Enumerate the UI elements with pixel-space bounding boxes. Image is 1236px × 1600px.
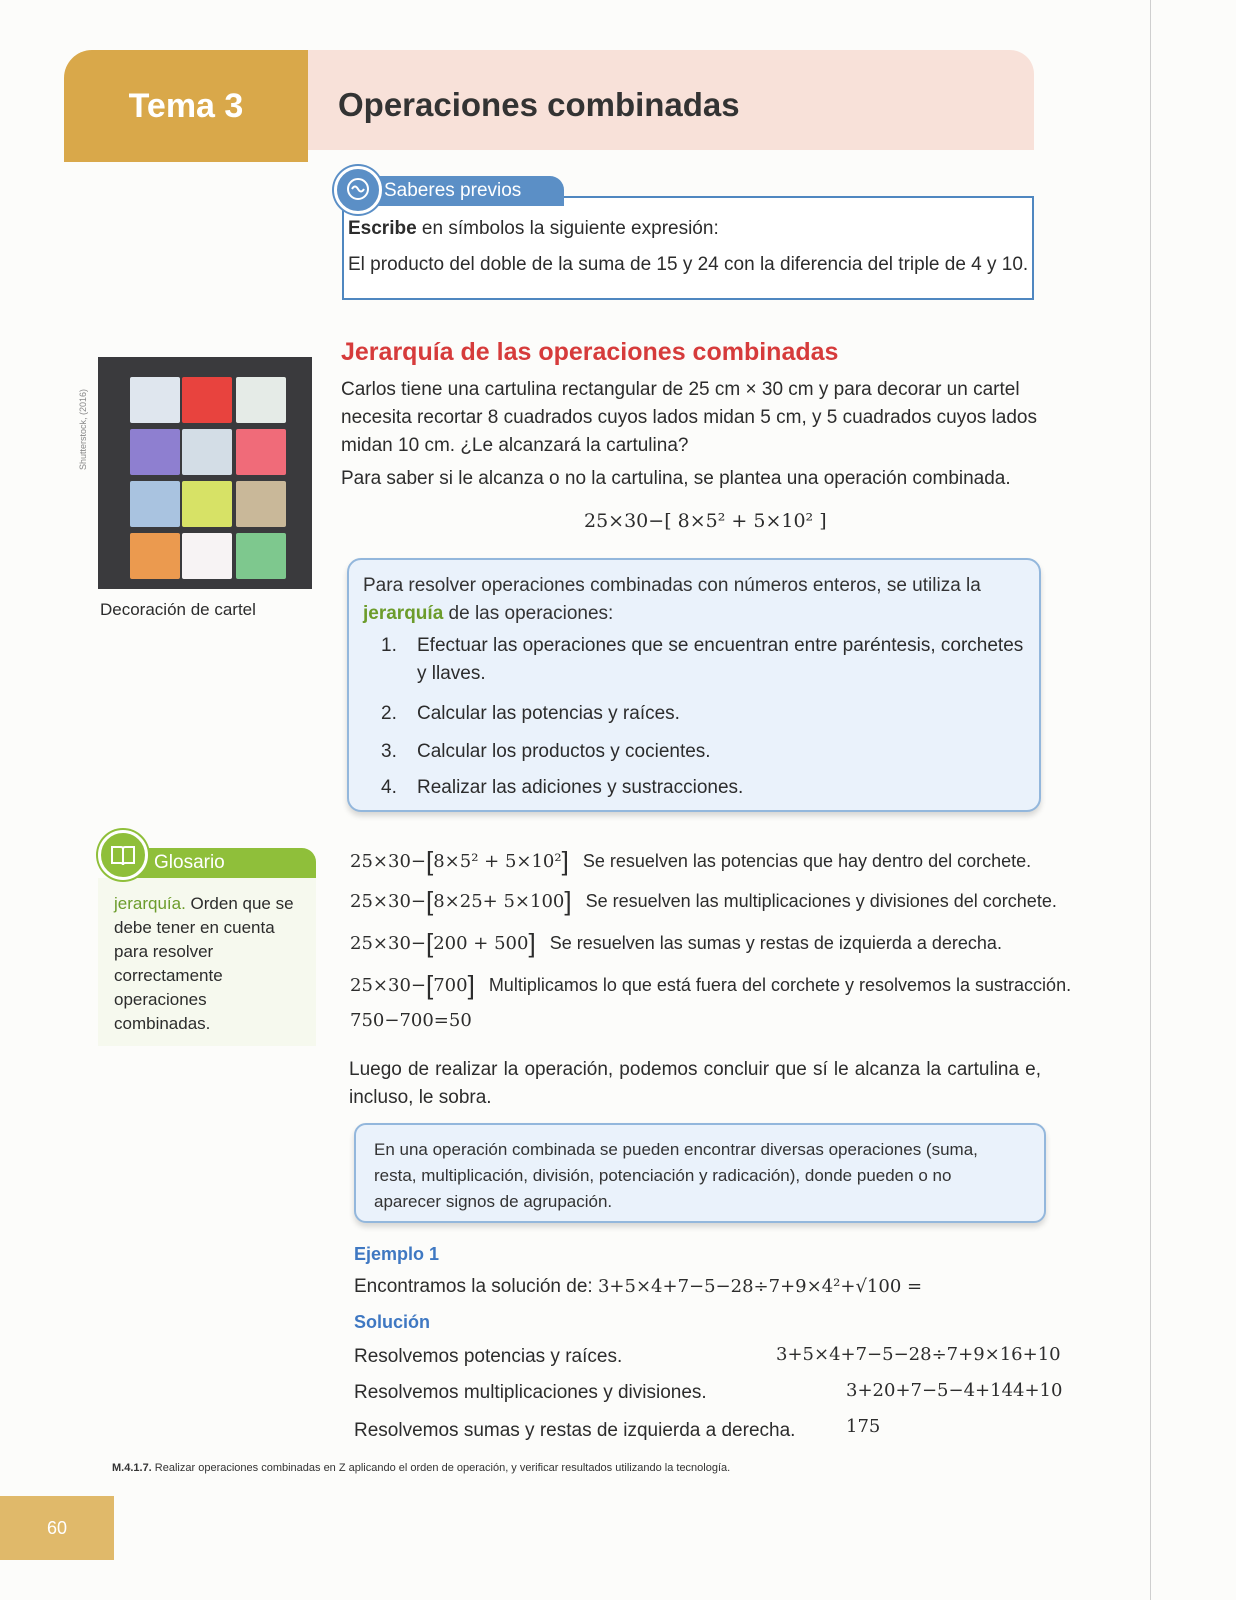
rule-number: 1. — [381, 635, 397, 656]
glosario-definition: Orden que se debe tener en cuenta para resolver correctamente operaciones combinadas. — [114, 894, 294, 1033]
rule-number: 3. — [381, 741, 397, 762]
glosario-box — [98, 830, 318, 1045]
solution-row-expr: 3+5×4+7−5−28÷7+9×16+10 — [776, 1344, 1061, 1365]
photo-credit: Shutterstock, (2016) — [78, 388, 88, 470]
note-paper — [182, 481, 232, 527]
saberes-instruction — [348, 218, 719, 240]
rule-number: 4. — [381, 777, 397, 798]
note-paper — [236, 481, 286, 527]
saberes-exercise: El producto del doble de la suma de 15 y 24 con la diferencia del triple de 4 y 10. — [348, 254, 1029, 275]
saberes-label: Saberes previos — [364, 176, 564, 206]
note-paper — [130, 481, 180, 527]
step-prefix: 25×30− — [350, 851, 426, 872]
rule-text: Efectuar las operaciones que se encuentran entre paréntesis, corchetes y llaves. — [417, 635, 1024, 684]
example-expression: 3+5×4+7−5−28÷7+9×4²+√100 = — [597, 1276, 923, 1297]
step-inner: 200 + 500 — [433, 933, 529, 954]
conclusion-paragraph: Luego de realizar la operación, podemos concluir que sí le alcanza la cartulina e, incluso, le sobra. — [349, 1059, 1041, 1108]
glosario-label: Glosario — [124, 848, 316, 878]
glosario-body — [98, 878, 316, 1046]
step-prefix: 25×30− — [350, 975, 426, 996]
step-result-expr: 750−700=50 — [350, 1010, 472, 1031]
footnote-text: Realizar operaciones combinadas en Z aplicando el orden de operación, y verificar resultados utilizando la tecnología. — [151, 1462, 731, 1474]
note-paper — [130, 377, 180, 423]
header — [64, 50, 1034, 162]
bracket-open: [ — [425, 846, 434, 876]
solution-row-label: Resolvemos multiplicaciones y divisiones. — [354, 1382, 707, 1403]
bracket-close: ] — [561, 846, 569, 876]
footnote — [112, 1462, 730, 1474]
rule-number: 2. — [381, 703, 397, 724]
step-row — [350, 970, 1071, 1001]
page-number: 60 — [0, 1496, 114, 1560]
rule-text: Realizar las adiciones y sustracciones. — [417, 777, 744, 798]
rules-intro-highlight: jerarquía — [363, 603, 444, 624]
note-paper — [130, 429, 180, 475]
example-statement — [354, 1276, 922, 1298]
step-description: Multiplicamos lo que está fuera del corchete y resolvemos la sustracción. — [488, 975, 1072, 995]
rules-intro — [363, 572, 1023, 628]
solution-row-label: Resolvemos potencias y raíces. — [354, 1346, 623, 1367]
intro-paragraph-2: Para saber si le alcanza o no la cartulina, se plantea una operación combinada. — [341, 468, 1011, 489]
tema-tab: Tema 3 — [64, 50, 308, 162]
bracket-open: [ — [425, 886, 434, 916]
page-edge-line — [1150, 0, 1151, 1600]
bracket-close: ] — [564, 886, 572, 916]
info-box — [354, 1123, 1046, 1223]
saberes-instruction-rest: en símbolos la siguiente expresión: — [416, 218, 719, 239]
section-title: Jerarquía de las operaciones combinadas — [341, 338, 839, 366]
step-row — [350, 886, 1057, 917]
info-text: En una operación combinada se pueden encontrar diversas operaciones (suma, resta, multiplicación, división, potenciación y radicación), donde pueden o no aparecer signos de agrupación. — [374, 1140, 978, 1211]
brain-icon — [334, 166, 382, 214]
note-paper — [182, 429, 232, 475]
step-row — [350, 846, 1031, 877]
bracket-close: ] — [467, 970, 475, 1000]
solution-row-label: Resolvemos sumas y restas de izquierda a derecha. — [354, 1420, 796, 1441]
main-expression: 25×30−[ 8×5² + 5×10² ] — [584, 510, 827, 532]
glosario-text — [114, 892, 304, 1036]
note-paper — [236, 533, 286, 579]
step-inner: 8×5² + 5×10² — [433, 851, 562, 872]
rules-box — [347, 558, 1041, 812]
step-prefix: 25×30− — [350, 891, 426, 912]
glosario-term: jerarquía. — [114, 894, 186, 913]
example-statement-text: Encontramos la solución de: — [354, 1276, 598, 1297]
rules-intro-b: de las operaciones: — [443, 603, 614, 624]
saberes-box — [342, 196, 1034, 300]
step-prefix: 25×30− — [350, 933, 426, 954]
solution-row-expr: 175 — [846, 1416, 881, 1437]
note-paper — [182, 533, 232, 579]
rule-text: Calcular las potencias y raíces. — [417, 703, 680, 724]
cartel-photo — [98, 357, 312, 589]
saberes-instruction-bold: Escribe — [348, 218, 417, 239]
footnote-code: M.4.1.7. — [112, 1462, 152, 1474]
example-title: Ejemplo 1 — [354, 1244, 440, 1264]
rule-text: Calcular los productos y cocientes. — [417, 741, 711, 762]
step-description: Se resuelven las sumas y restas de izquierda a derecha. — [549, 933, 1002, 953]
solution-title: Solución — [354, 1312, 430, 1332]
step-inner: 8×25+ 5×100 — [433, 891, 565, 912]
bracket-open: [ — [425, 928, 434, 958]
step-inner: 700 — [433, 975, 468, 996]
note-paper — [236, 429, 286, 475]
rules-intro-a: Para resolver operaciones combinadas con números enteros, se utiliza la — [363, 575, 981, 596]
step-result — [350, 1010, 472, 1031]
step-row — [350, 928, 1002, 959]
page-title: Operaciones combinadas — [338, 86, 740, 123]
title-bar — [308, 50, 1034, 150]
bracket-close: ] — [528, 928, 536, 958]
note-paper — [182, 377, 232, 423]
note-paper — [130, 533, 180, 579]
photo-caption: Decoración de cartel — [100, 600, 256, 619]
step-description: Se resuelven las multiplicaciones y divisiones del corchete. — [585, 891, 1057, 911]
step-description: Se resuelven las potencias que hay dentro del corchete. — [582, 851, 1032, 871]
book-icon — [98, 830, 148, 880]
note-paper — [236, 377, 286, 423]
intro-paragraph: Carlos tiene una cartulina rectangular de 25 cm × 30 cm y para decorar un cartel necesita recortar 8 cuadrados cuyos lados midan 5 cm, y 5 cuadrados cuyos lados midan 10 cm. ¿Le alcanzará la cartulina? — [341, 379, 1037, 456]
solution-row-expr: 3+20+7−5−4+144+10 — [846, 1380, 1063, 1401]
bracket-open: [ — [425, 970, 434, 1000]
